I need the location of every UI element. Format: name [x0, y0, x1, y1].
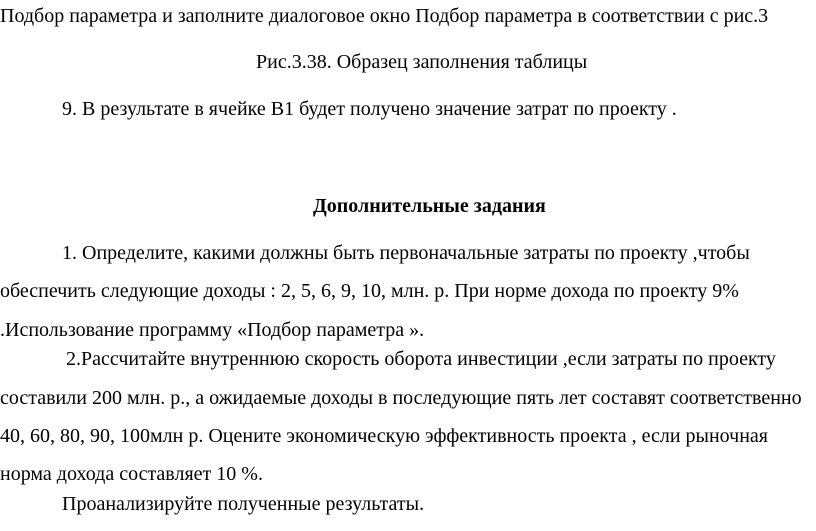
task-2-line-4: норма дохода составляет 10 %. [0, 463, 263, 485]
step-9-paragraph: 9. В результате в ячейке В1 будет получено значение затрат по проекту . [62, 98, 677, 120]
instruction-line: Подбор параметра и заполните диалоговое окно Подбор параметра в соответствии с рис.3 [0, 5, 769, 27]
task-1-line-2: обеспечить следующие доходы : 2, 5, 6, 9, 10, млн. р. При норме дохода по проекту 9% [0, 280, 739, 302]
task-2-line-1: 2.Рассчитайте внутреннюю скорость оборота инвестиции ,если затраты по проекту [66, 348, 776, 370]
section-heading: Дополнительные задания [313, 195, 546, 217]
task-2-line-2: составили 200 млн. р., а ожидаемые доходы в последующие пять лет составят соответственно [0, 387, 802, 409]
conclusion-paragraph: Проанализируйте полученные результаты. [62, 493, 425, 515]
task-2-line-3: 40, 60, 80, 90, 100млн р. Оцените экономическую эффективность проекта , если рыночная [0, 425, 768, 447]
task-1-line-3: .Использование программу «Подбор параметра ». [0, 319, 425, 341]
task-1-line-1: 1. Определите, какими должны быть первоначальные затраты по проекту ,чтобы [62, 242, 750, 264]
figure-caption: Рис.3.38. Образец заполнения таблицы [256, 51, 588, 73]
